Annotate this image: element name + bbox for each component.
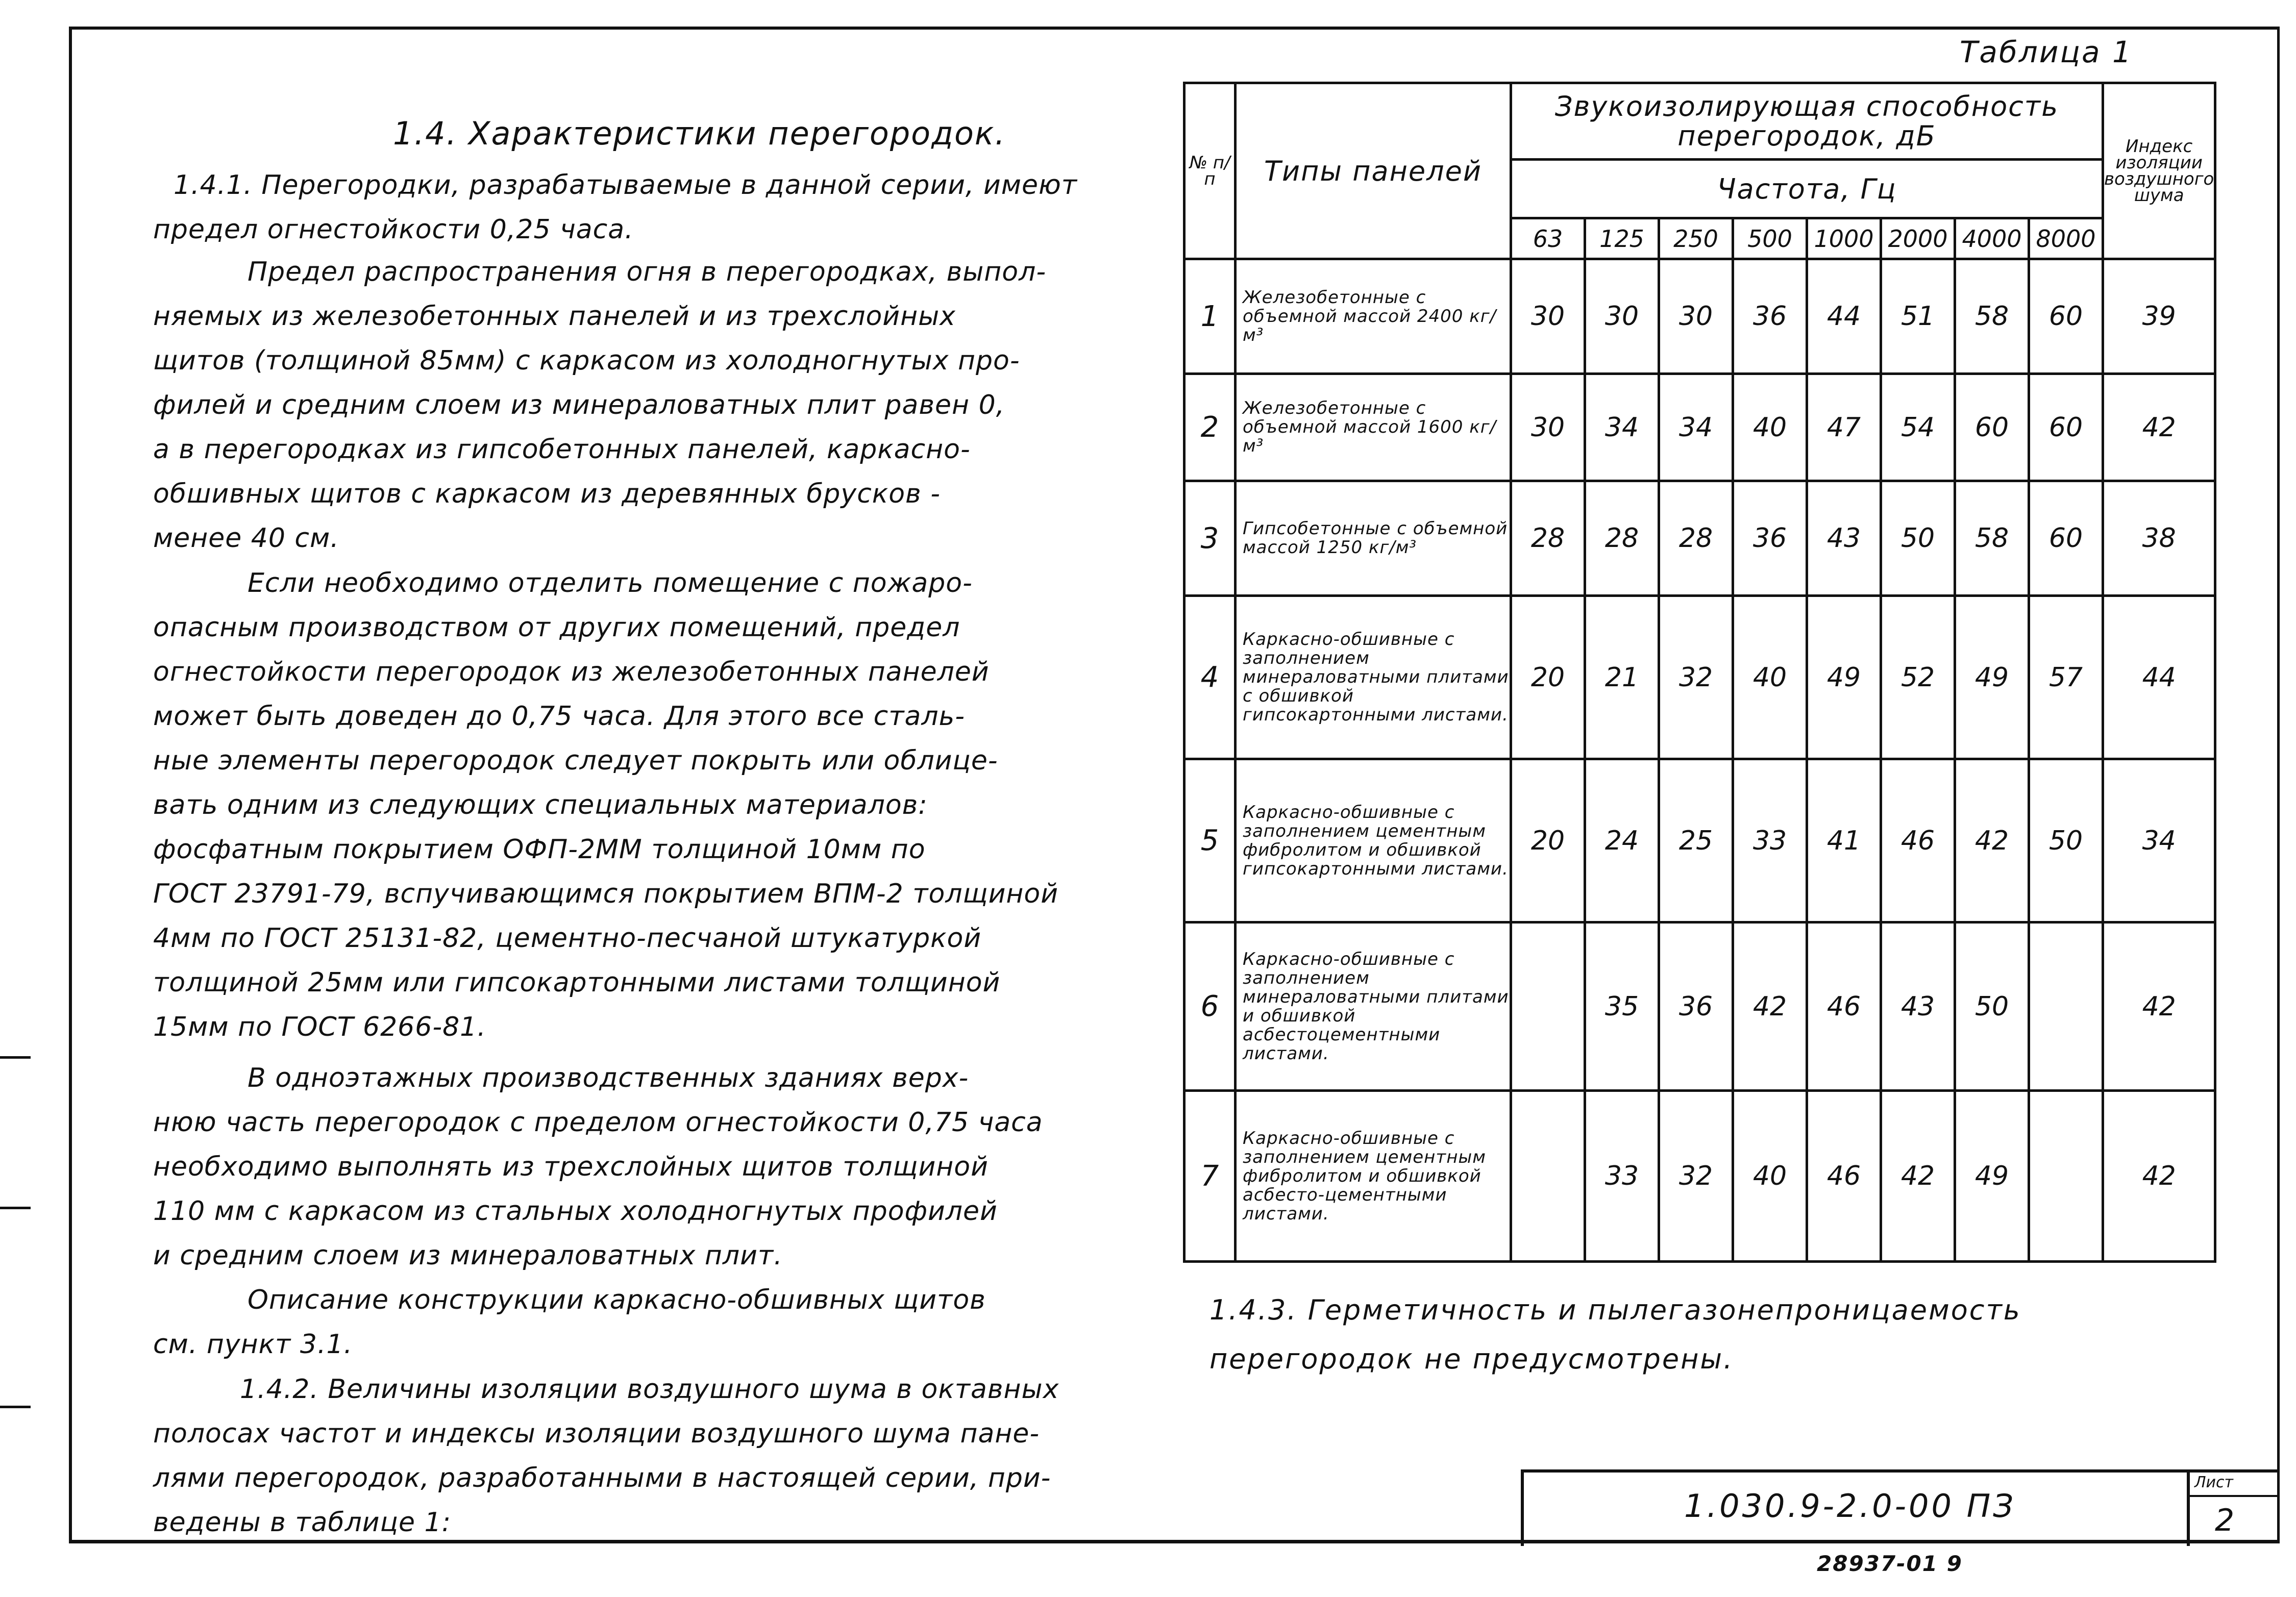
value-cell: 49 [1955, 596, 2029, 759]
panel-type: Железобетонные с объемной массой 1600 кг/м³ [1236, 374, 1511, 481]
table-row [1184, 374, 2215, 481]
table-row [1184, 759, 2215, 922]
doc-code: 1.030.9-2.0-00 ПЗ [1684, 1487, 2016, 1525]
panel-type: Каркасно-обшивные с заполнением минераловатными плитами и обшивкой асбестоцементными листами. [1236, 922, 1511, 1091]
table-row [1184, 259, 2215, 374]
value-cell: 49 [1955, 1091, 2029, 1262]
row-number: 6 [1184, 922, 1236, 1091]
value-cell: 47 [1807, 374, 1881, 481]
value-cell: 50 [1955, 922, 2029, 1091]
paragraph [153, 250, 1133, 561]
paragraph-line: нюю часть перегородок с пределом огнестойкости 0,75 часа [153, 1107, 1043, 1138]
paragraph-line: няемых из железобетонных панелей и из трехслойных [153, 301, 956, 332]
panel-type: Каркасно-обшивные с заполнением цементным фибролитом и обшивкой гипсокартонными листами. [1236, 759, 1511, 922]
index-cell: 44 [2103, 596, 2215, 759]
archive-stamp: 28937-01 9 [1817, 1551, 1963, 1576]
freq-header-cell: 2000 [1881, 218, 1955, 259]
margin-tick [0, 1056, 31, 1059]
value-cell: 21 [1585, 596, 1659, 759]
panel-type: Каркасно-обшивные с заполнением цементным фибролитом и обшивкой асбесто-цементными листами. [1236, 1091, 1511, 1262]
value-cell: 46 [1807, 1091, 1881, 1262]
table-caption: Таблица 1 [1960, 35, 2133, 69]
section-heading: 1.4. Характеристики перегородок. [393, 115, 1006, 152]
value-cell: 52 [1881, 596, 1955, 759]
freq-header-cell: 1000 [1807, 218, 1881, 259]
value-cell: 58 [1955, 259, 2029, 374]
paragraph-line: см. пункт 3.1. [153, 1329, 353, 1360]
paragraph-line: Если необходимо отделить помещение с пожаро- [248, 568, 973, 598]
table-row [1184, 596, 2215, 759]
value-cell: 60 [2029, 374, 2103, 481]
paragraph-line: предел огнестойкости 0,25 часа. [153, 214, 634, 245]
paragraph-line: вать одним из следующих специальных материалов: [153, 790, 928, 820]
value-cell: 41 [1807, 759, 1881, 922]
value-cell: 30 [1659, 259, 1733, 374]
value-cell [1511, 922, 1585, 1091]
value-cell: 51 [1881, 259, 1955, 374]
row-number: 4 [1184, 596, 1236, 759]
col-num-header: № п/п [1184, 83, 1236, 259]
paragraph-line: 4мм по ГОСТ 25131-82, цементно-песчаной штукатуркой [153, 923, 982, 954]
value-cell: 36 [1733, 481, 1807, 596]
sheet-number: 2 [2215, 1503, 2235, 1538]
paragraph-line: 15мм по ГОСТ 6266-81. [153, 1012, 486, 1042]
value-cell: 60 [2029, 259, 2103, 374]
freq-header-cell: 8000 [2029, 218, 2103, 259]
value-cell [2029, 1091, 2103, 1262]
paragraph-line: В одноэтажных производственных зданиях верх- [248, 1063, 969, 1093]
freq-header-cell: 4000 [1955, 218, 2029, 259]
row-number: 1 [1184, 259, 1236, 374]
paragraph-line: ные элементы перегородок следует покрыть или облице- [153, 745, 998, 776]
paragraph-line: полосах частот и индексы изоляции воздушного шума пане- [153, 1418, 1040, 1449]
col-type-header: Типы панелей [1236, 83, 1511, 259]
value-cell: 40 [1733, 374, 1807, 481]
paragraph-line: огнестойкости перегородок из железобетонных панелей [153, 657, 990, 687]
panel-type: Каркасно-обшивные с заполнением минераловатными плитами с обшивкой гипсокартонными листами. [1236, 596, 1511, 759]
paragraph [153, 561, 1133, 1050]
paragraph-line: фосфатным покрытием ОФП-2ММ толщиной 10мм по [153, 834, 926, 865]
value-cell: 20 [1511, 596, 1585, 759]
value-cell: 50 [1881, 481, 1955, 596]
value-cell: 28 [1659, 481, 1733, 596]
value-cell: 32 [1659, 1091, 1733, 1262]
index-cell: 42 [2103, 374, 2215, 481]
paragraph-line: Описание конструкции каркасно-обшивных щитов [248, 1285, 986, 1315]
row-number: 7 [1184, 1091, 1236, 1262]
paragraph-line: и средним слоем из минераловатных плит. [153, 1240, 783, 1271]
value-cell: 42 [1955, 759, 2029, 922]
paragraph-line: филей и средним слоем из минераловатных плит равен 0, [153, 390, 1005, 420]
value-cell: 42 [1881, 1091, 1955, 1262]
paragraph-line: 110 мм с каркасом из стальных холодногнутых профилей [153, 1196, 998, 1227]
value-cell: 32 [1659, 596, 1733, 759]
sheet-divider [2187, 1495, 2280, 1497]
paragraph [153, 1278, 1133, 1367]
row-number: 2 [1184, 374, 1236, 481]
note-line: перегородок не предусмотрены. [1209, 1343, 1734, 1375]
value-cell: 34 [1659, 374, 1733, 481]
value-cell: 25 [1659, 759, 1733, 922]
value-cell: 46 [1881, 759, 1955, 922]
value-cell: 54 [1881, 374, 1955, 481]
col-freq-header: Частота, Гц [1511, 160, 2103, 218]
value-cell: 43 [1881, 922, 1955, 1091]
paragraph-line: лями перегородок, разработанными в настоящей серии, при- [153, 1463, 1051, 1493]
table-row [1184, 481, 2215, 596]
note-1-4-3 [1209, 1286, 2205, 1384]
paragraph-line: опасным производством от других помещений, предел [153, 612, 960, 643]
sheet-label: Лист [2194, 1474, 2234, 1491]
panel-type: Железобетонные с объемной массой 2400 кг/м³ [1236, 259, 1511, 374]
freq-header-cell: 250 [1659, 218, 1733, 259]
paragraph-line: ведены в таблице 1: [153, 1507, 452, 1538]
row-number: 5 [1184, 759, 1236, 922]
value-cell: 20 [1511, 759, 1585, 922]
value-cell: 33 [1733, 759, 1807, 922]
paragraph-line: толщиной 25мм или гипсокартонными листами толщиной [153, 967, 1001, 998]
value-cell: 42 [1733, 922, 1807, 1091]
index-cell: 38 [2103, 481, 2215, 596]
row-number: 3 [1184, 481, 1236, 596]
paragraph [153, 1056, 1133, 1278]
margin-tick [0, 1207, 31, 1209]
panel-type: Гипсобетонные с объемной массой 1250 кг/м³ [1236, 481, 1511, 596]
paragraph-line: необходимо выполнять из трехслойных щитов толщиной [153, 1152, 989, 1182]
col-index-header: Индекс изоляции воздушного шума [2103, 83, 2215, 259]
paragraph-line: обшивных щитов с каркасом из деревянных брусков - [153, 479, 941, 509]
value-cell: 57 [2029, 596, 2103, 759]
value-cell: 50 [2029, 759, 2103, 922]
value-cell: 24 [1585, 759, 1659, 922]
value-cell: 49 [1807, 596, 1881, 759]
value-cell: 30 [1511, 259, 1585, 374]
value-cell: 40 [1733, 596, 1807, 759]
paragraph-line: 1.4.2. Величины изоляции воздушного шума в октавных [240, 1374, 1059, 1405]
value-cell: 43 [1807, 481, 1881, 596]
freq-header-cell: 500 [1733, 218, 1807, 259]
value-cell: 36 [1659, 922, 1733, 1091]
value-cell [1511, 1091, 1585, 1262]
value-cell: 30 [1585, 259, 1659, 374]
value-cell: 34 [1585, 374, 1659, 481]
paragraph [153, 1367, 1133, 1545]
margin-tick [0, 1406, 31, 1408]
note-line: 1.4.3. Герметичность и пылегазонепроницаемость [1209, 1294, 2021, 1326]
index-cell: 42 [2103, 922, 2215, 1091]
paragraph-line: менее 40 см. [153, 523, 339, 554]
value-cell: 28 [1511, 481, 1585, 596]
index-cell: 34 [2103, 759, 2215, 922]
value-cell: 46 [1807, 922, 1881, 1091]
paragraph-line: 1.4.1. Перегородки, разрабатываемые в данной серии, имеют [174, 170, 1078, 201]
index-cell: 39 [2103, 259, 2215, 374]
sound-insulation-table [1183, 82, 2216, 1263]
table-row [1184, 1091, 2215, 1262]
freq-header-cell: 125 [1585, 218, 1659, 259]
index-cell: 42 [2103, 1091, 2215, 1262]
value-cell: 28 [1585, 481, 1659, 596]
value-cell: 60 [1955, 374, 2029, 481]
freq-header-cell: 63 [1511, 218, 1585, 259]
paragraph-line: ГОСТ 23791-79, вспучивающимся покрытием ВПМ-2 толщиной [153, 879, 1058, 909]
value-cell: 35 [1585, 922, 1659, 1091]
value-cell: 36 [1733, 259, 1807, 374]
value-cell: 33 [1585, 1091, 1659, 1262]
col-sound-header: Звукоизолирующая способность перегородок, дБ [1511, 83, 2103, 160]
paragraph-line: Предел распространения огня в перегородках, выпол- [248, 257, 1047, 287]
value-cell: 60 [2029, 481, 2103, 596]
paragraph-line: щитов (толщиной 85мм) с каркасом из холодногнутых про- [153, 345, 1020, 376]
value-cell: 40 [1733, 1091, 1807, 1262]
paragraph-line: может быть доведен до 0,75 часа. Для этого все сталь- [153, 701, 966, 732]
value-cell: 30 [1511, 374, 1585, 481]
paragraph [153, 163, 1133, 252]
value-cell: 58 [1955, 481, 2029, 596]
table-row [1184, 922, 2215, 1091]
value-cell [2029, 922, 2103, 1091]
paragraph-line: а в перегородках из гипсобетонных панелей, каркасно- [153, 434, 971, 465]
value-cell: 44 [1807, 259, 1881, 374]
